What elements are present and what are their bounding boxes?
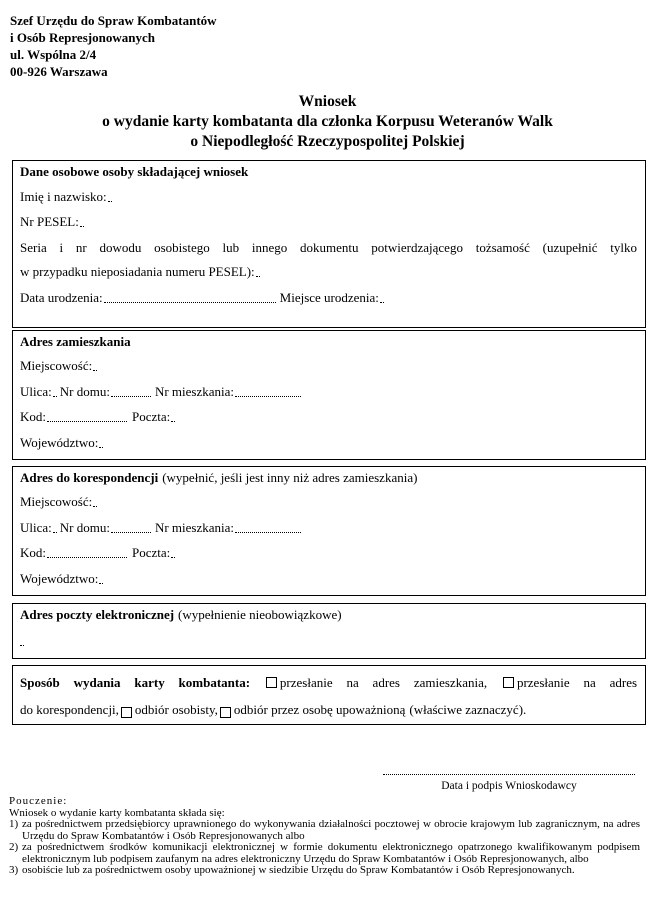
field-label: Ulica: — [20, 520, 52, 535]
delivery-line-1 — [20, 675, 637, 691]
checkbox-personal-pickup[interactable] — [121, 707, 132, 718]
instruction-text: osobiście lub za pośrednictwem osoby upoważnionej w siedzibie Urzędu do Spraw Kombatantów i Osób Represjonowanych. — [22, 864, 575, 876]
instruction-text: za pośrednictwem przedsiębiorcy uprawnionego do wykonywania działalności pocztowej w obrocie krajowym lub zagranicznym, na adres Urzędu do Spraw Kombatantów i Osób Represjonowanych albo — [22, 818, 640, 842]
correspondence-post-field[interactable] — [171, 553, 175, 558]
id-document-line: Seria i nr dowodu osobistego lub innego dokumentu potwierdzającego tożsamość (uzupełnić tylko — [20, 240, 637, 255]
residence-city-field[interactable] — [93, 366, 97, 371]
option-label: przesłanie na adres — [516, 675, 638, 690]
option-label: przesłanie na adres zamieszkania, — [279, 675, 488, 690]
field-label: Kod: — [20, 409, 46, 424]
email-heading-row — [20, 605, 637, 623]
residence-voivodeship-row — [20, 433, 637, 451]
correspondence-postcode-field[interactable] — [47, 553, 127, 558]
field-label: Imię i nazwisko: — [20, 189, 107, 204]
signature-label: Data i podpis Wnioskodawcy — [441, 780, 577, 792]
option-label: do korespondencji, — [20, 702, 119, 717]
instructions-heading: Pouczenie: — [9, 795, 68, 807]
instruction-number: 2) — [9, 841, 19, 853]
residence-postcode-row — [20, 407, 637, 425]
residence-house-field[interactable] — [111, 392, 151, 397]
field-label: Województwo: — [20, 571, 99, 586]
checkbox-correspondence[interactable] — [503, 677, 514, 688]
residence-address-section — [12, 330, 646, 460]
correspondence-city-row — [20, 492, 637, 510]
field-label: Nr PESEL: — [20, 214, 79, 229]
field-label: Miejscowość: — [20, 494, 93, 509]
email-field[interactable] — [20, 641, 24, 646]
section-note: (wypełnić, jeśli jest inny niż adres zamieszkania) — [162, 470, 418, 485]
instruction-item — [9, 819, 640, 842]
field-label: Data urodzenia: — [20, 290, 103, 305]
full-name-row — [20, 187, 637, 205]
field-label: Miejsce urodzenia: — [279, 290, 379, 305]
field-label: Nr mieszkania: — [154, 384, 235, 399]
correspondence-flat-field[interactable] — [235, 528, 301, 533]
field-label: Nr domu: — [59, 384, 110, 399]
pesel-field[interactable] — [80, 222, 84, 227]
instructions — [9, 796, 640, 877]
personal-data-section — [12, 160, 646, 328]
field-label: Nr domu: — [59, 520, 110, 535]
heading-colon: : — [245, 675, 251, 690]
section-heading: Adres poczty elektronicznej — [20, 607, 175, 622]
correspondence-voivodeship-field[interactable] — [99, 579, 103, 584]
field-label: Województwo: — [20, 435, 99, 450]
correspondence-heading-row — [20, 468, 637, 486]
option-label: odbiór osobisty, — [134, 702, 218, 717]
recipient-line: Szef Urzędu do Spraw Kombatantów — [10, 13, 217, 28]
signature-field[interactable] — [383, 768, 635, 775]
residence-post-field[interactable] — [171, 417, 175, 422]
birth-place-field[interactable] — [380, 298, 384, 303]
field-label: Nr mieszkania: — [154, 520, 235, 535]
recipient-line: ul. Wspólna 2/4 — [10, 47, 97, 62]
title-line: o wydanie karty kombatanta dla członka Korpusu Weteranów Walk — [102, 113, 553, 130]
instruction-number: 1) — [9, 818, 19, 830]
field-label: Ulica: — [20, 384, 52, 399]
section-heading: Adres do korespondencji — [20, 470, 159, 485]
correspondence-city-field[interactable] — [93, 502, 97, 507]
document-title — [0, 92, 655, 152]
field-label: Poczta: — [132, 545, 171, 560]
birth-row — [20, 288, 637, 306]
correspondence-postcode-row — [20, 543, 637, 561]
residence-heading-row — [20, 332, 637, 350]
checkbox-authorized-person[interactable] — [220, 707, 231, 718]
option-hint: (właściwe zaznaczyć). — [409, 702, 527, 717]
delivery-line-2 — [20, 700, 637, 718]
instruction-text: za pośrednictwem środków komunikacji elektronicznej w formie dokumentu elektronicznego opatrzonego kwalifikowanym podpisem elektronicznym lub podpisem zaufanym na adres elektroniczny Urzędu do Spraw Kombatantów i Osób Represjonowanych, albo — [22, 841, 640, 865]
correspondence-address-section — [12, 466, 646, 596]
email-row — [20, 631, 637, 649]
instruction-number: 3) — [9, 864, 19, 876]
instruction-item — [9, 865, 640, 877]
email-section — [12, 603, 646, 659]
section-heading: Dane osobowe osoby składającej wniosek — [20, 164, 249, 179]
residence-postcode-field[interactable] — [47, 417, 127, 422]
residence-city-row — [20, 356, 637, 374]
residence-flat-field[interactable] — [235, 392, 301, 397]
section-heading: Adres zamieszkania — [20, 334, 131, 349]
instruction-item — [9, 842, 640, 865]
recipient-address — [10, 12, 217, 80]
instructions-intro: Wniosek o wydanie karty kombatanta składa się: — [9, 806, 225, 819]
correspondence-voivodeship-row — [20, 569, 637, 587]
section-heading: Sposób wydania karty kombatanta — [20, 675, 246, 690]
field-label: w przypadku nieposiadania numeru PESEL): — [20, 264, 255, 279]
residence-street-row — [20, 382, 637, 400]
title-line: Wniosek — [298, 93, 357, 110]
section-note: (wypełnienie nieobowiązkowe) — [178, 607, 342, 622]
option-label: odbiór przez osobę upoważnioną — [233, 702, 406, 717]
id-document-row — [20, 262, 637, 280]
delivery-method-section — [12, 665, 646, 725]
residence-street-field[interactable] — [53, 392, 57, 397]
field-label: Kod: — [20, 545, 46, 560]
field-label: Poczta: — [132, 409, 171, 424]
correspondence-street-field[interactable] — [53, 528, 57, 533]
checkbox-residence[interactable] — [266, 677, 277, 688]
correspondence-street-row — [20, 518, 637, 536]
residence-voivodeship-field[interactable] — [99, 443, 103, 448]
title-line: o Niepodległość Rzeczypospolitej Polskiej — [190, 133, 465, 150]
recipient-line: i Osób Represjonowanych — [10, 30, 155, 45]
correspondence-house-field[interactable] — [111, 528, 151, 533]
birth-date-field[interactable] — [104, 298, 276, 303]
personal-heading-row — [20, 162, 637, 180]
pesel-row — [20, 212, 637, 230]
full-name-field[interactable] — [108, 197, 112, 202]
field-label: Miejscowość: — [20, 358, 93, 373]
recipient-line: 00-926 Warszawa — [10, 64, 108, 79]
id-document-field[interactable] — [256, 272, 260, 277]
